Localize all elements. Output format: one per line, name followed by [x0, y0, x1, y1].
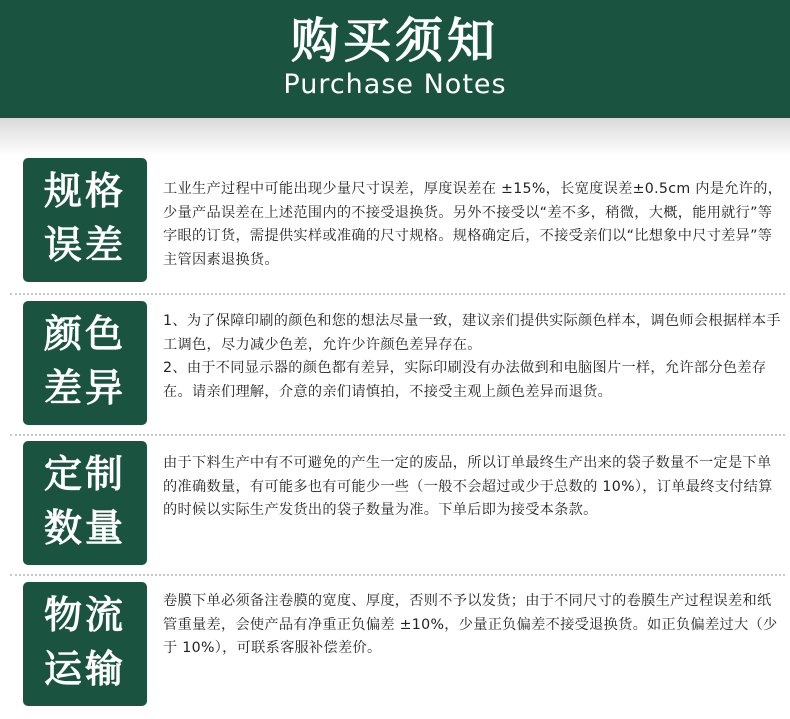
divider [10, 574, 785, 576]
section-text-custom-quantity [163, 452, 783, 523]
badge-spec-tolerance [23, 158, 147, 282]
badge-line: 误差 [43, 223, 126, 267]
badge-line: 差异 [43, 366, 126, 410]
badge-line: 物流 [43, 593, 126, 637]
section-paragraph: 2、由于不同显示器的颜色都有差异，实际印刷没有办法做到和电脑图片一样，允许部分色差存在。请亲们理解，介意的亲们请慎拍，不接受主观上颜色差异而退货。 [163, 360, 767, 400]
badge-line: 定制 [43, 452, 126, 496]
section-paragraph: 1、为了保障印刷的颜色和您的想法尽量一致，建议亲们提供实际颜色样本，调色师会根据样本手工调色，尽力减少色差，允许少许颜色差异存在。 [163, 313, 781, 353]
section-paragraph: 工业生产过程中可能出现少量尺寸误差，厚度误差在 ±15%，长宽度误差±0.5cm 内是允许的，少量产品误差在上述范围内的不接受退换货。另外不接受以“差不多，稍微，大概，能用就行”等字眼的订货，需提供实样或准确的尺寸规格。规格确定后，不接受亲们以“比想象中尺寸差异”等主管因素退换货。 [163, 181, 783, 268]
badge-line: 规格 [43, 169, 126, 213]
badge-line: 运输 [43, 647, 126, 691]
badge-line: 数量 [43, 506, 126, 550]
section-text-logistics [163, 590, 783, 661]
section-paragraph: 卷膜下单必须备注卷膜的宽度、厚度，否则不予以发货；由于不同尺寸的卷膜生产过程误差和纸管重量差，会使产品有净重正负偏差 ±10%，少量正负偏差不接受退换货。如正负偏差过大（少于 10%），可联系客服补偿差价。 [163, 593, 778, 656]
header-banner [0, 0, 790, 118]
page-subtitle: Purchase Notes [283, 69, 507, 100]
badge-color-difference [23, 301, 147, 425]
header-shadow-band [0, 118, 790, 156]
section-text-color-difference [163, 310, 783, 404]
badge-custom-quantity [23, 441, 147, 565]
badge-line: 颜色 [43, 312, 126, 356]
divider [10, 293, 785, 295]
page-title: 购买须知 [290, 13, 499, 69]
section-paragraph: 由于下料生产中有不可避免的产生一定的废品，所以订单最终生产出来的袋子数量不一定是下单的准确数量，有可能多也有可能少一些（一般不会超过或少于总数的 10%），订单最终支付结算的时候以实际生产发货出的袋子数量为准。下单后即为接受本条款。 [163, 455, 773, 518]
badge-logistics [23, 582, 147, 706]
section-text-spec-tolerance [163, 178, 783, 272]
divider [10, 434, 785, 436]
